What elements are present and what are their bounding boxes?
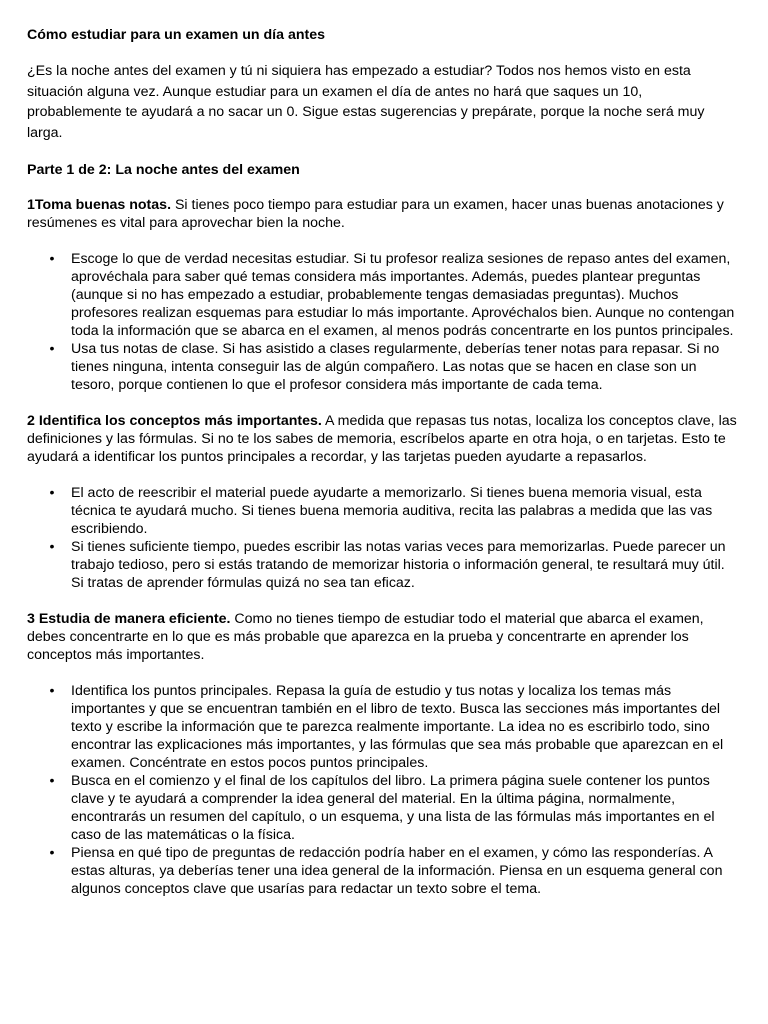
list-item (49, 772, 740, 844)
list-item (49, 484, 740, 538)
bullet-list (27, 682, 740, 898)
step-paragraph (27, 610, 740, 664)
list-item-text: Identifica los puntos principales. Repasa la guía de estudio y tus notas y localiza los temas más importantes y que se encuentran también en el libro de texto. Busca las secciones más importantes del texto y escribe la información que te parezca realmente importante. La idea no es escribirlo todo, sino encontrar las explicaciones más importantes, y las fórmulas que sea más probable que aparezcan en el examen. Concéntrate en estos pocos puntos principales. (71, 683, 724, 771)
bullet-icon: • (49, 485, 55, 501)
step-title: 3 Estudia de manera eficiente. (27, 611, 231, 627)
list-item (49, 538, 740, 592)
step-body: A medida que repasas tus notas, localiza los conceptos clave, las definiciones y las fórmulas. Si no te los sabes de memoria, escríbelos aparte en otra hoja, o en tarjetas. Esto te ayudará a identificar los puntos principales a recordar, y las tarjetas pueden ayudarte a repasarlos. (27, 413, 737, 465)
bullet-icon: • (49, 341, 55, 357)
list-item-text: Si tienes suficiente tiempo, puedes escribir las notas varias veces para memorizarlas. Puede parecer un trabajo tedioso, pero si estás tratando de memorizar historia o información general, te resultará muy útil. Si tratas de aprender fórmulas quizá no sea tan eficaz. (71, 539, 726, 591)
list-item-text: Busca en el comienzo y el final de los capítulos del libro. La primera página suele contener los puntos clave y te ayudará a comprender la idea general del material. En la última página, normalmente, encontrarás un resumen del capítulo, o un esquema, y una lista de las fórmulas más importantes en el caso de las matemáticas o la física. (71, 773, 715, 843)
intro-paragraph: ¿Es la noche antes del examen y tú ni siquiera has empezado a estudiar? Todos nos hemos visto en esta situación alguna vez. Aunque estudiar para un examen el día de antes no hará que saques un 10, probablemente te ayudará a no sacar un 0. Sigue estas sugerencias y prepárate, porque la noche será muy larga. (27, 63, 705, 141)
bullet-list (27, 484, 740, 592)
bullet-icon: • (49, 683, 55, 699)
list-item-text: Escoge lo que de verdad necesitas estudiar. Si tu profesor realiza sesiones de repaso antes del examen, aprovéchala para saber qué temas considera más importantes. Además, puedes plantear preguntas (aunque si no has empezado a estudiar, probablemente tengas demasiadas preguntas). Muchos profesores realizan esquemas para estudiar lo más importante. Aprovéchalos bien. Aunque no contengan toda la información que se abarca en el examen, al menos podrás concentrarte en los puntos principales. (71, 251, 735, 339)
list-item (49, 340, 740, 394)
bullet-icon: • (49, 539, 55, 555)
list-item-text: El acto de reescribir el material puede ayudarte a memorizarlo. Si tienes buena memoria visual, esta técnica te ayudará mucho. Si tienes buena memoria auditiva, recita las palabras a medida que las vas escribiendo. (71, 485, 713, 537)
document-title: Cómo estudiar para un examen un día antes (27, 27, 326, 43)
bullet-icon: • (49, 773, 55, 789)
bullet-list (27, 250, 740, 394)
bullet-icon: • (49, 251, 55, 267)
step-body: Como no tienes tiempo de estudiar todo el material que abarca el examen, debes concentrarte en lo que es más probable que aparezca en la prueba y concentrarte en aprender los conceptos más importantes. (27, 611, 704, 663)
list-item-text: Usa tus notas de clase. Si has asistido a clases regularmente, deberías tener notas para repasar. Si no tienes ninguna, intenta conseguir las de algún compañero. Las notas que se hacen en clase son un tesoro, porque contienen lo que el profesor considera más importante de cada tema. (71, 341, 720, 393)
step-title: 1Toma buenas notas. (27, 197, 172, 213)
bullet-icon: • (49, 845, 55, 861)
step-paragraph (27, 412, 740, 466)
step-paragraph (27, 196, 740, 232)
list-item (49, 682, 740, 772)
list-item-text: Piensa en qué tipo de preguntas de redacción podría haber en el examen, y cómo las responderías. A estas alturas, ya deberías tener una idea general de la información. Piensa en un esquema general con algunos conceptos clave que usarías para redactar un texto sobre el tema. (71, 845, 723, 897)
part-heading: Parte 1 de 2: La noche antes del examen (27, 162, 300, 178)
step-body: Si tienes poco tiempo para estudiar para un examen, hacer unas buenas anotaciones y resúmenes es vital para aprovechar bien la noche. (27, 197, 724, 231)
step-title: 2 Identifica los conceptos más importantes. (27, 413, 322, 429)
list-item (49, 250, 740, 340)
list-item (49, 844, 740, 898)
